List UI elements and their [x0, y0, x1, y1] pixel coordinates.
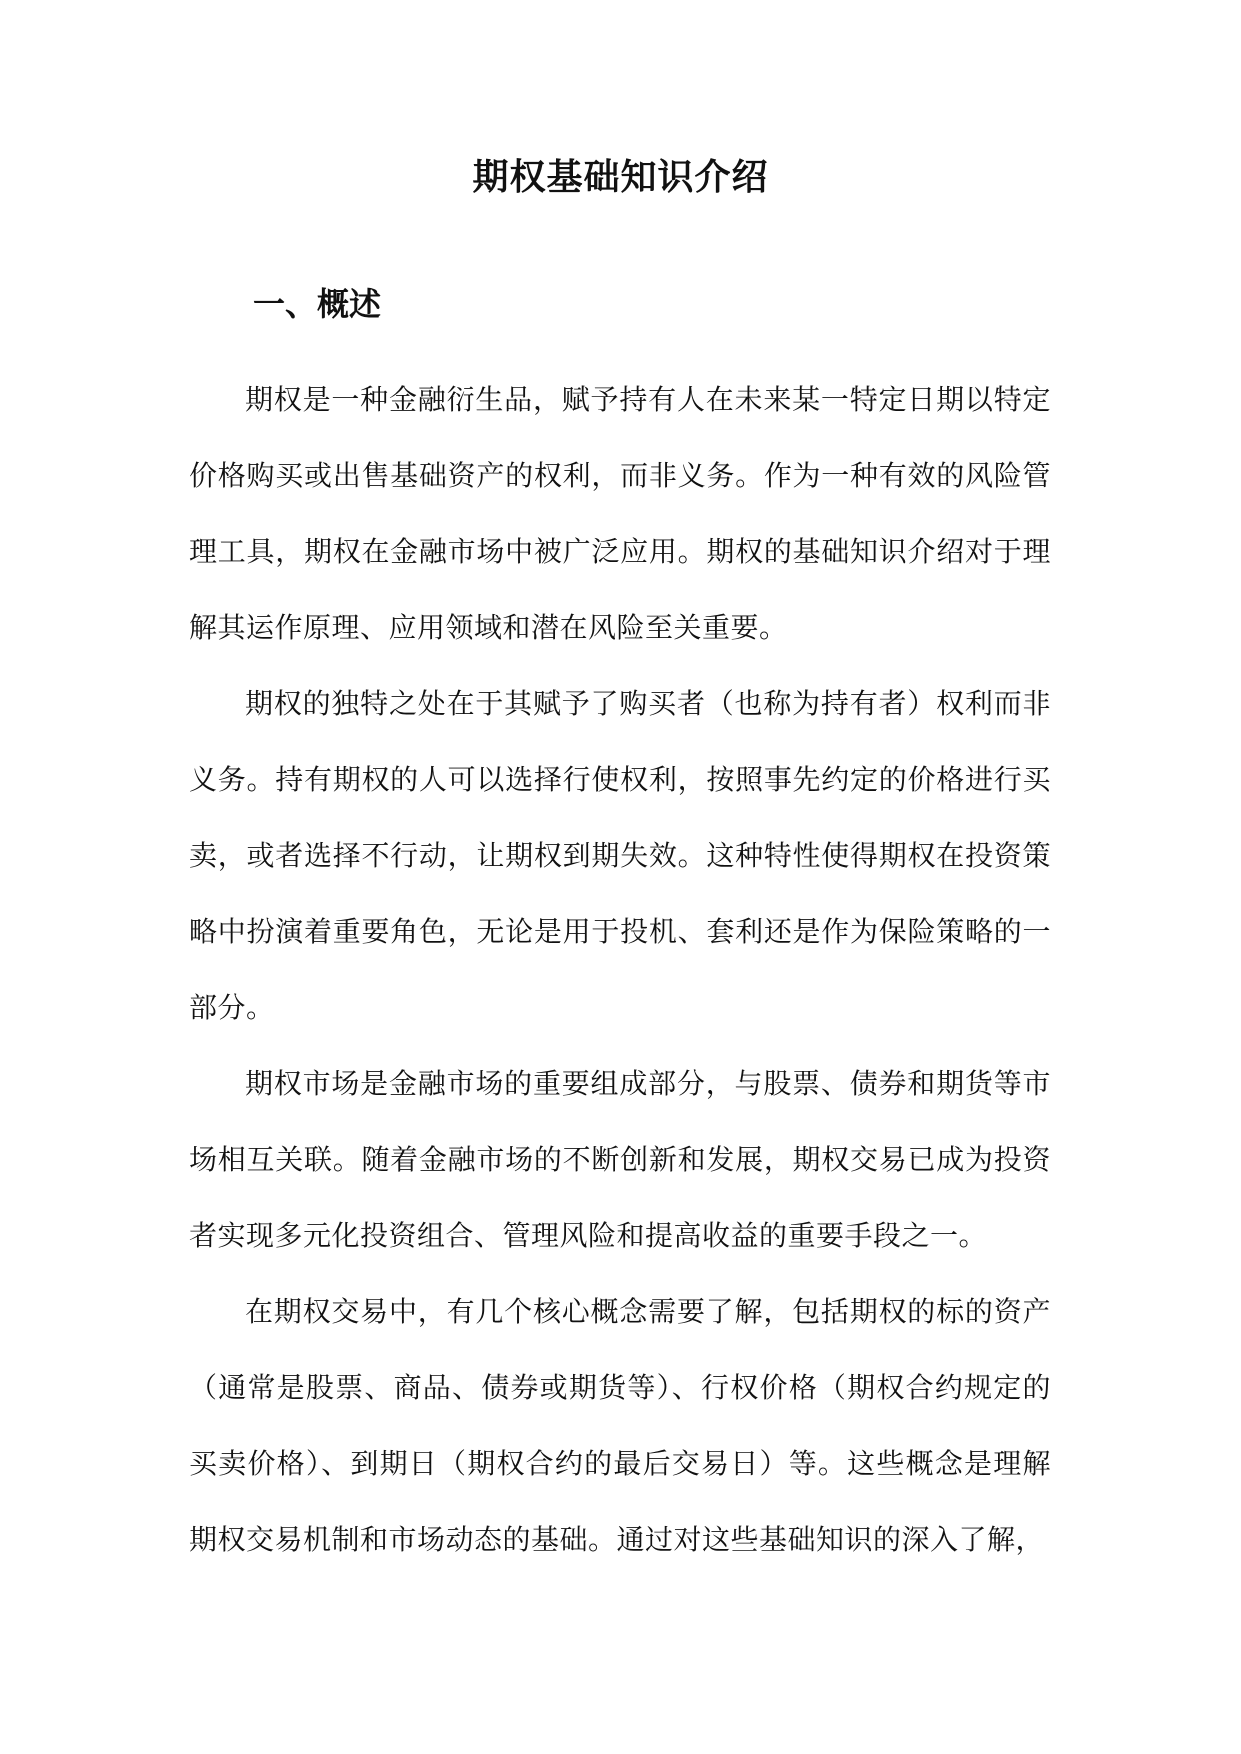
document-title: 期权基础知识介绍: [472, 156, 769, 198]
section-body: [189, 362, 1051, 1578]
paragraph: 期权是一种金融衍生品，赋予持有人在未来某一特定日期以特定价格购买或出售基础资产的权利，而非义务。作为一种有效的风险管理工具，期权在金融市场中被广泛应用。期权的基础知识介绍对于理解其运作原理、应用领域和潜在风险至关重要。: [189, 383, 1051, 644]
paragraph: 期权市场是金融市场的重要组成部分，与股票、债券和期货等市场相互关联。随着金融市场的不断创新和发展，期权交易已成为投资者实现多元化投资组合、管理风险和提高收益的重要手段之一。: [189, 1067, 1051, 1252]
paragraph: 在期权交易中，有几个核心概念需要了解，包括期权的标的资产（通常是股票、商品、债券或期货等）、行权价格（期权合约规定的买卖价格）、到期日（期权合约的最后交易日）等。这些概念是理解期权交易机制和市场动态的基础。通过对这些基础知识的深入了解，: [189, 1295, 1051, 1556]
section-heading: 一、概述: [253, 285, 382, 323]
paragraph: 期权的独特之处在于其赋予了购买者（也称为持有者）权利而非义务。持有期权的人可以选择行使权利，按照事先约定的价格进行买卖，或者选择不行动，让期权到期失效。这种特性使得期权在投资策略中扮演着重要角色，无论是用于投机、套利还是作为保险策略的一部分。: [189, 687, 1051, 1024]
